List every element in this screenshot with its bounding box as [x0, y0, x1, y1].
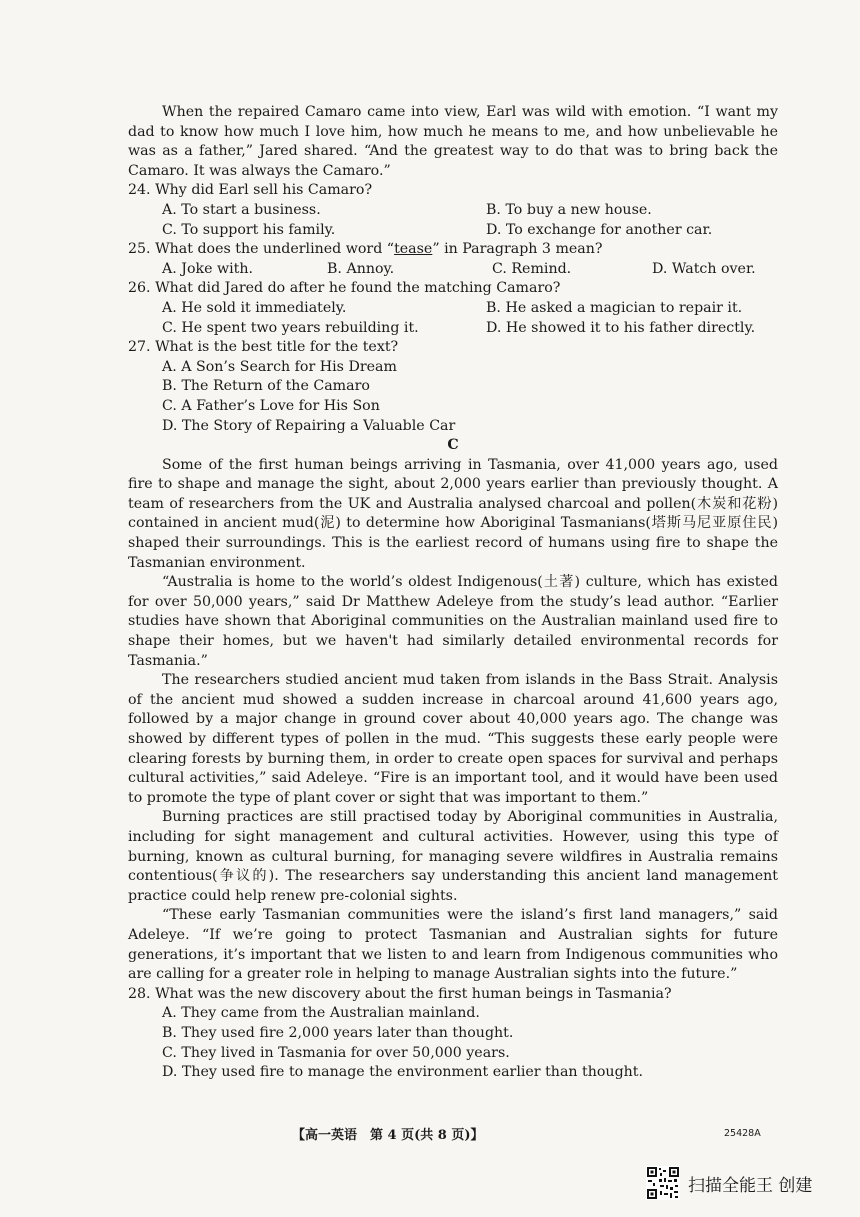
option: C. A Father’s Love for His Son	[162, 397, 380, 414]
stem-text: ” in Paragraph 3 mean?	[432, 241, 603, 258]
passage-c-paragraph-5: “These early Tasmanian communities were the island’s first land managers,” said Adeleye. “If we’re going to protect Tasmanian and Australian sights for future generations, it’s important that we listen to and learn from Indigenous communities who are calling for a greater role in helping to manage Australian sights into the future.”	[128, 907, 778, 983]
passage-c-paragraph-2: “Australia is home to the world’s oldest Indigenous(土著) culture, which has existed for over 50,000 years,” said Dr Matthew Adeleye from the study’s lead author. “Earlier studies have shown that Aboriginal communities on the Australian mainland used fire to shape their homes, but we haven't had similarly detailed environmental records for Tasmania.”	[128, 574, 778, 669]
passage-b-closing-paragraph: When the repaired Camaro came into view, Earl was wild with emotion. “I want my dad to know how much I love him, how much he means to me, and how unbelievable he was as a father,” Jared shared. “And the greatest way to do that was to bring back the Camaro. It was always the Camaro.”	[128, 104, 778, 179]
option: C. To support his family.	[162, 221, 336, 238]
option: B. To buy a new house.	[486, 201, 652, 218]
option: B. He asked a magician to repair it.	[486, 299, 743, 316]
option: D. The Story of Repairing a Valuable Car	[162, 417, 456, 434]
question-28-stem: 28. What was the new discovery about the first human beings in Tasmania?	[128, 985, 672, 1002]
question-25	[128, 240, 778, 279]
option: A. Joke with.	[162, 260, 254, 277]
watermark-text: 扫描全能王 创建	[688, 1175, 813, 1196]
question-26	[128, 279, 778, 338]
option: B. The Return of the Camaro	[162, 378, 370, 395]
question-27	[128, 338, 778, 436]
passage-c-paragraph-1: Some of the first human beings arriving in Tasmania, over 41,000 years ago, used fire to shape and manage the sight, about 2,000 years earlier than previously thought. A team of researchers from the UK and Australia analysed charcoal and pollen(木炭和花粉) contained in ancient mud(泥) to determine how Aboriginal Tasmanians(塔斯马尼亚原住民) shaped their surroundings. This is the earliest record of humans using fire to shape the Tasmanian environment.	[128, 456, 778, 571]
question-24-options	[162, 201, 778, 240]
scanner-watermark	[646, 1166, 812, 1200]
option: C. Remind.	[492, 260, 572, 277]
option: A. A Son’s Search for His Dream	[162, 358, 397, 375]
question-28-options	[162, 1004, 778, 1082]
section-heading: C	[447, 437, 459, 454]
exam-code: 25428A	[724, 1128, 761, 1139]
question-27-options	[162, 358, 778, 436]
question-26-stem: 26. What did Jared do after he found the matching Camaro?	[128, 280, 561, 297]
qr-code-icon	[646, 1166, 680, 1200]
underlined-word: tease	[394, 241, 433, 258]
passage-c-paragraph-3: The researchers studied ancient mud taken from islands in the Bass Strait. Analysis of the ancient mud showed a sudden increase in charcoal around 41,600 years ago, followed by a major change in ground cover about 40,000 years ago. The change was showed by different types of pollen in the mud. “This suggests these early people were clearing forests by burning them, in order to create open spaces for survival and perhaps cultural activities,” said Adeleye. “Fire is an important tool, and it would have been used to promote the type of plant cover or sight that was important to them.”	[128, 672, 778, 806]
question-28	[128, 985, 778, 1083]
option: D. To exchange for another car.	[486, 221, 713, 238]
question-26-options	[162, 299, 778, 338]
passage-c-paragraph-4: Burning practices are still practised today by Aboriginal communities in Australia, including for sight management and cultural activities. However, using this type of burning, known as cultural burning, for managing severe wildfires in Australia remains contentious(争议的). The researchers say understanding this ancient land management practice could help renew pre-colonial sights.	[128, 809, 778, 904]
page-number-label: 【高一英语 第 4 页(共 8 页)】	[292, 1128, 484, 1143]
question-24-stem: 24. Why did Earl sell his Camaro?	[128, 182, 373, 199]
option: D. Watch over.	[652, 260, 756, 277]
option: C. He spent two years rebuilding it.	[162, 319, 419, 336]
question-27-stem: 27. What is the best title for the text?	[128, 339, 399, 356]
page-content	[128, 103, 778, 1083]
option: A. They came from the Australian mainland.	[162, 1005, 480, 1022]
option: A. To start a business.	[162, 201, 321, 218]
stem-text: 25. What does the underlined word “	[128, 241, 395, 258]
option: D. He showed it to his father directly.	[486, 319, 756, 336]
option: B. Annoy.	[327, 260, 395, 277]
question-25-options	[162, 260, 778, 280]
question-24	[128, 181, 778, 240]
option: D. They used fire to manage the environment earlier than thought.	[162, 1064, 643, 1081]
question-25-stem	[128, 240, 778, 260]
option: A. He sold it immediately.	[162, 299, 347, 316]
option: B. They used fire 2,000 years later than thought.	[162, 1024, 514, 1041]
option: C. They lived in Tasmania for over 50,000 years.	[162, 1044, 510, 1061]
